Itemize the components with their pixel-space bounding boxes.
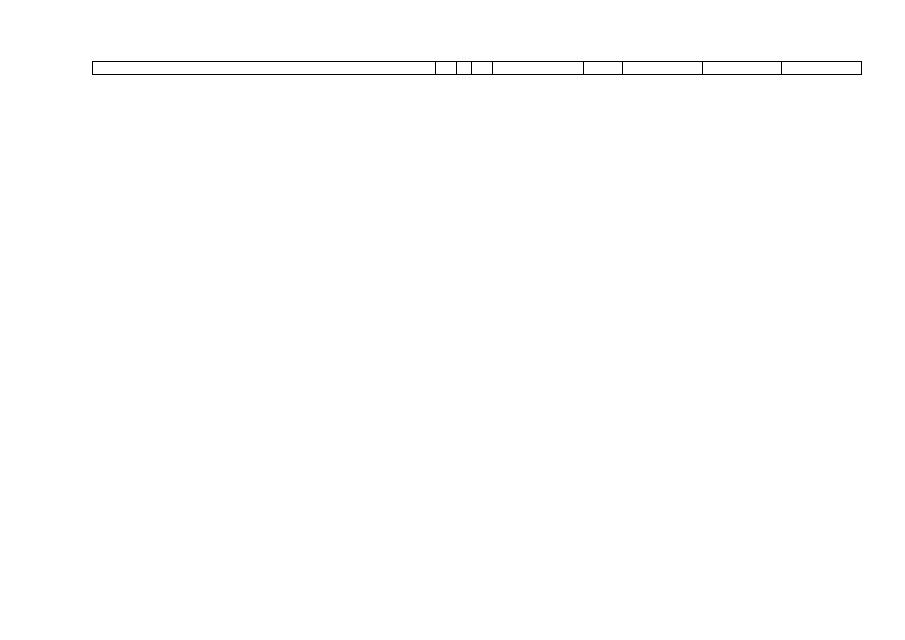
header-col-9 bbox=[782, 62, 861, 74]
header-col-1 bbox=[93, 62, 436, 74]
header-col-3 bbox=[457, 62, 472, 74]
table-header bbox=[92, 61, 862, 75]
header-col-4 bbox=[472, 62, 493, 74]
header-col-6 bbox=[584, 62, 623, 74]
header-col-2 bbox=[436, 62, 457, 74]
header-col-8 bbox=[703, 62, 782, 74]
header-col-5 bbox=[493, 62, 584, 74]
header-col-7 bbox=[623, 62, 704, 74]
